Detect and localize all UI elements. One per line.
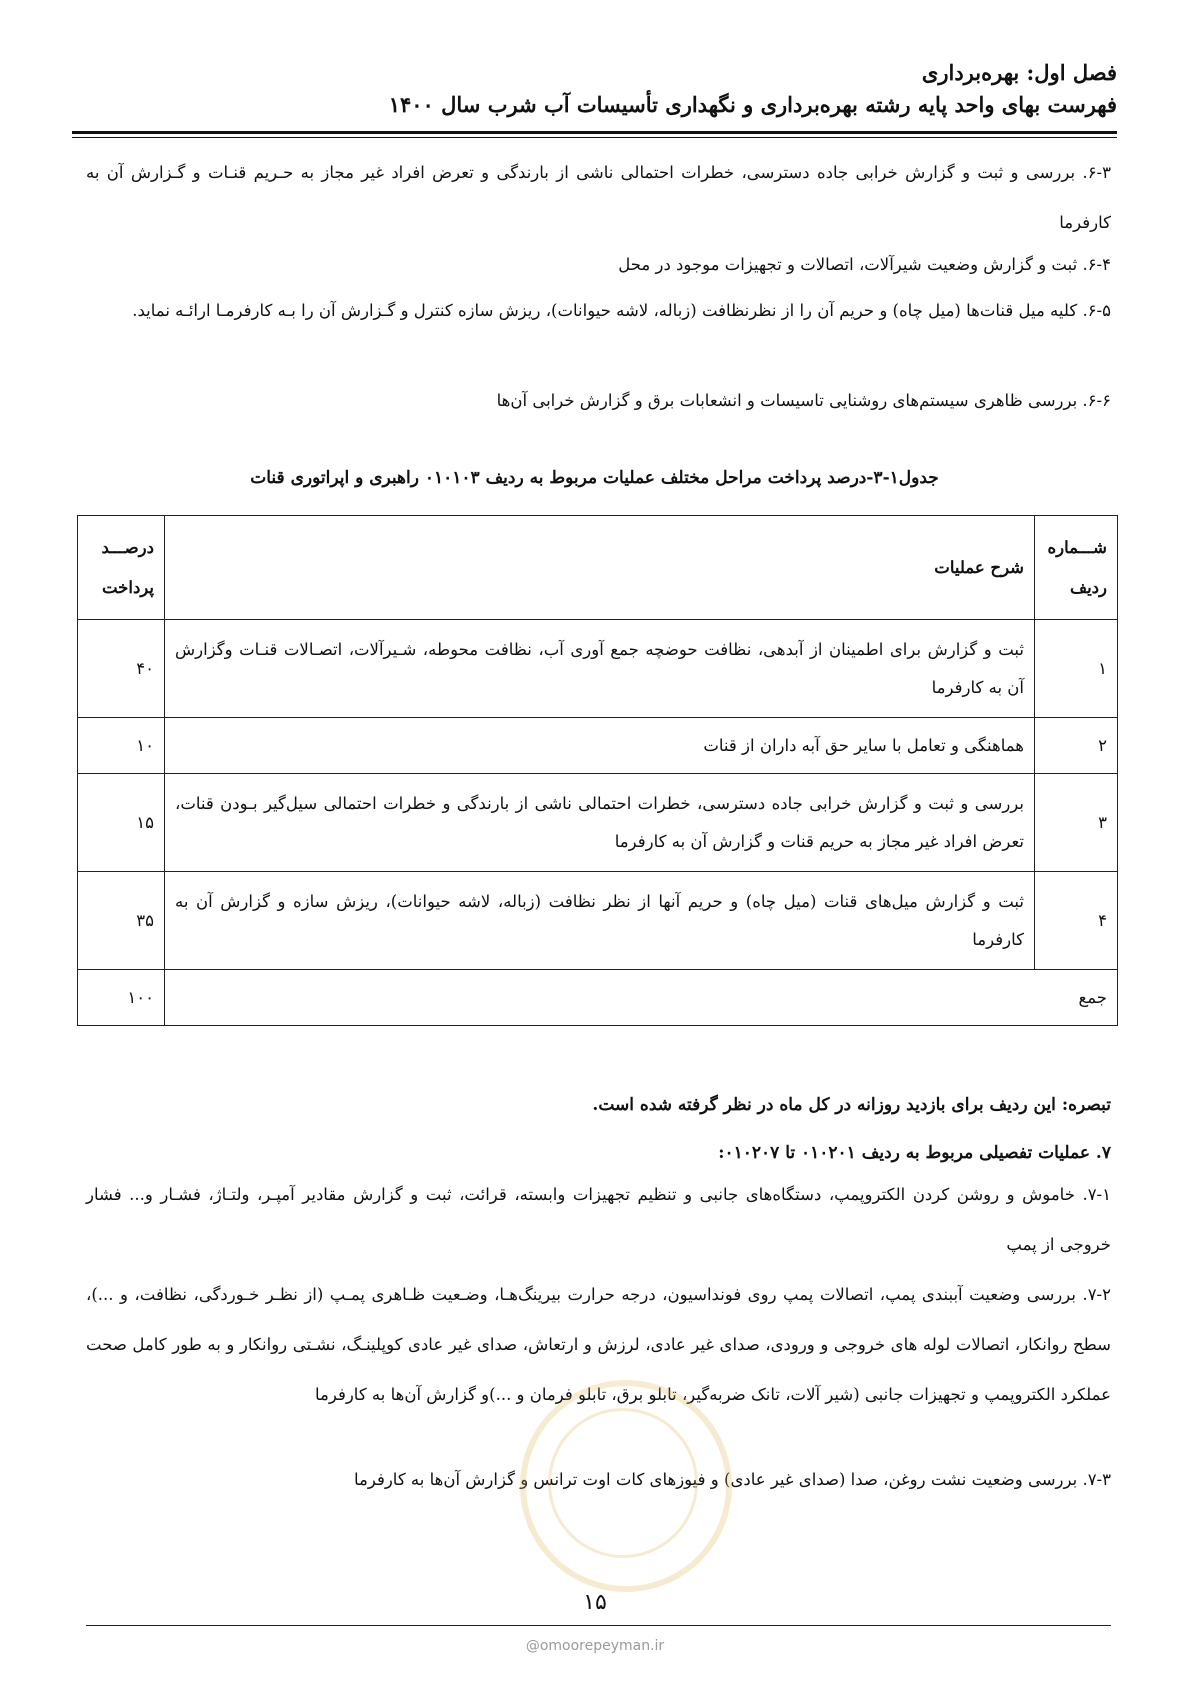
row-percent: ۱۰: [78, 718, 165, 774]
document-title: فهرست بهای واحد پایه رشته بهره‌برداری و نگهداری تأسیسات آب شرب سال ۱۴۰۰: [388, 92, 1117, 117]
paragraph-6-4: ۶-۴. ثبت و گزارش وضعیت شیرآلات، اتصالات و تجهیزات موجود در محل: [618, 255, 1111, 274]
row-description: ثبت و گزارش میل‌های قنات (میل چاه) و حریم آنها از نظر نظافت (زباله، لاشه حیوانات)، ریزش سازه و گزارش آن به کارفرما: [165, 872, 1035, 970]
row-description: هماهنگی و تعامل با سایر حق آبه داران از قنات: [165, 718, 1035, 774]
page-number: ۱۵: [583, 1590, 607, 1615]
table-note: تبصره: این ردیف برای بازدید روزانه در کل ماه در نظر گرفته شده است.: [592, 1095, 1111, 1115]
row-description: بررسی و ثبت و گزارش خرابی جاده دسترسی، خطرات احتمالی ناشی از بارندگی و خطرات احتمالی سیل‌گیر بـودن قنات، تعرض افراد غیر مجاز به حریم قنات و گزارش آن به کارفرما: [165, 774, 1035, 872]
header-row-number: شـــماره ردیف: [1035, 516, 1118, 620]
paragraph-7-3: ۷-۳. بررسی وضعیت نشت روغن، صدا (صدای غیر عادی) و فیوزهای کات اوت ترانس و گزارش آن‌ها به کارفرما: [353, 1470, 1111, 1489]
table-header-row: [78, 516, 1118, 620]
table-row: [78, 718, 1118, 774]
row-number: ۳: [1035, 774, 1118, 872]
paragraph-6-6: ۶-۶. بررسی ظاهری سیستم‌های روشنایی تاسیسات و انشعابات برق و گزارش خرابی آن‌ها: [496, 391, 1111, 410]
table-row: [78, 774, 1118, 872]
table-row: [78, 620, 1118, 718]
chapter-title: فصل اول: بهره‌برداری: [921, 60, 1117, 85]
row-percent: ۴۰: [78, 620, 165, 718]
header-payment-percent: درصـــد پرداخت: [78, 516, 165, 620]
site-watermark-text: @omoorepeyman.ir: [525, 1638, 665, 1654]
paragraph-7-2: ۷-۲. بررسی وضعیت آببندی پمپ، اتصالات پمپ روی فونداسیون، درجه حرارت بیرینگ‌هـا، وضـعیت ظـاهری پمـپ (از نظـر خـوردگی، نظافت، و ...)، سطح روانکار، اتصالات لوله های خروجی و ورودی، صدای غیر عادی، لرزش و ارتعاش، صدای غیر عادی کوپلینـگ، نشـتی روانکار و به طور کامل صحت عملکرد الکتروپمپ و تجهیزات جانبی (شیر آلات، تانک ضربه‌گیر، تابلو برق، تابلو فرمان و ...)و گزارش آن‌ها به کارفرما: [86, 1285, 1111, 1404]
header-rule-thin: [72, 137, 1117, 138]
paragraph-6-3: ۶-۳. بررسی و ثبت و گزارش خرابی جاده دسترسی، خطرات احتمالی ناشی از بارندگی و تعرض افراد غیر مجاز به حـریم قنـات و گـزارش آن به کارفرما: [86, 163, 1111, 232]
header-rule-thick: [72, 131, 1117, 134]
row-percent: ۱۵: [78, 774, 165, 872]
row-number: ۴: [1035, 872, 1118, 970]
operations-table: [77, 515, 1118, 1026]
row-number: ۲: [1035, 718, 1118, 774]
paragraph-7-1: ۷-۱. خاموش و روشن کردن الکتروپمپ، دستگاه‌های جانبی و تنظیم تجهیزات وابسته، قرائت، ثبت و گزارش مقادیر آمپـر، ولتـاژ، فشـار و... فشار خروجی از پمپ: [86, 1185, 1111, 1254]
table-total-row: [78, 970, 1118, 1026]
header-description: شرح عملیات: [165, 516, 1035, 620]
paragraph-6-5: ۶-۵. کلیه میل قنات‌ها (میل چاه) و حریم آن را از نظرنظافت (زباله، لاشه حیوانات)، ریزش سازه کنترل و گـزارش آن را بـه کارفرمـا ارائـه نماید.: [132, 301, 1111, 320]
watermark-seal: [520, 1380, 732, 1592]
total-percent: ۱۰۰: [78, 970, 165, 1026]
row-number: ۱: [1035, 620, 1118, 718]
table-caption: جدول۱-۳-درصد پرداخت مراحل مختلف عملیات مربوط به ردیف ۰۱۰۱۰۳ راهبری و اپراتوری قنات: [250, 468, 939, 488]
total-label: جمع: [165, 970, 1118, 1026]
row-percent: ۳۵: [78, 872, 165, 970]
row-description: ثبت و گزارش برای اطمینان از آبدهی، نظافت حوضچه جمع آوری آب، نظافت محوطه، شـیرآلات، اتصـالات قنـات وگزارش آن به کارفرما: [165, 620, 1035, 718]
page-header: [72, 58, 1117, 122]
section-7-title: ۷. عملیات تفصیلی مربوط به ردیف ۰۱۰۲۰۱ تا ۰۱۰۲۰۷:: [718, 1143, 1111, 1163]
table-row: [78, 872, 1118, 970]
footer-rule: [86, 1625, 1111, 1626]
watermark-inner-ring: [548, 1408, 698, 1558]
